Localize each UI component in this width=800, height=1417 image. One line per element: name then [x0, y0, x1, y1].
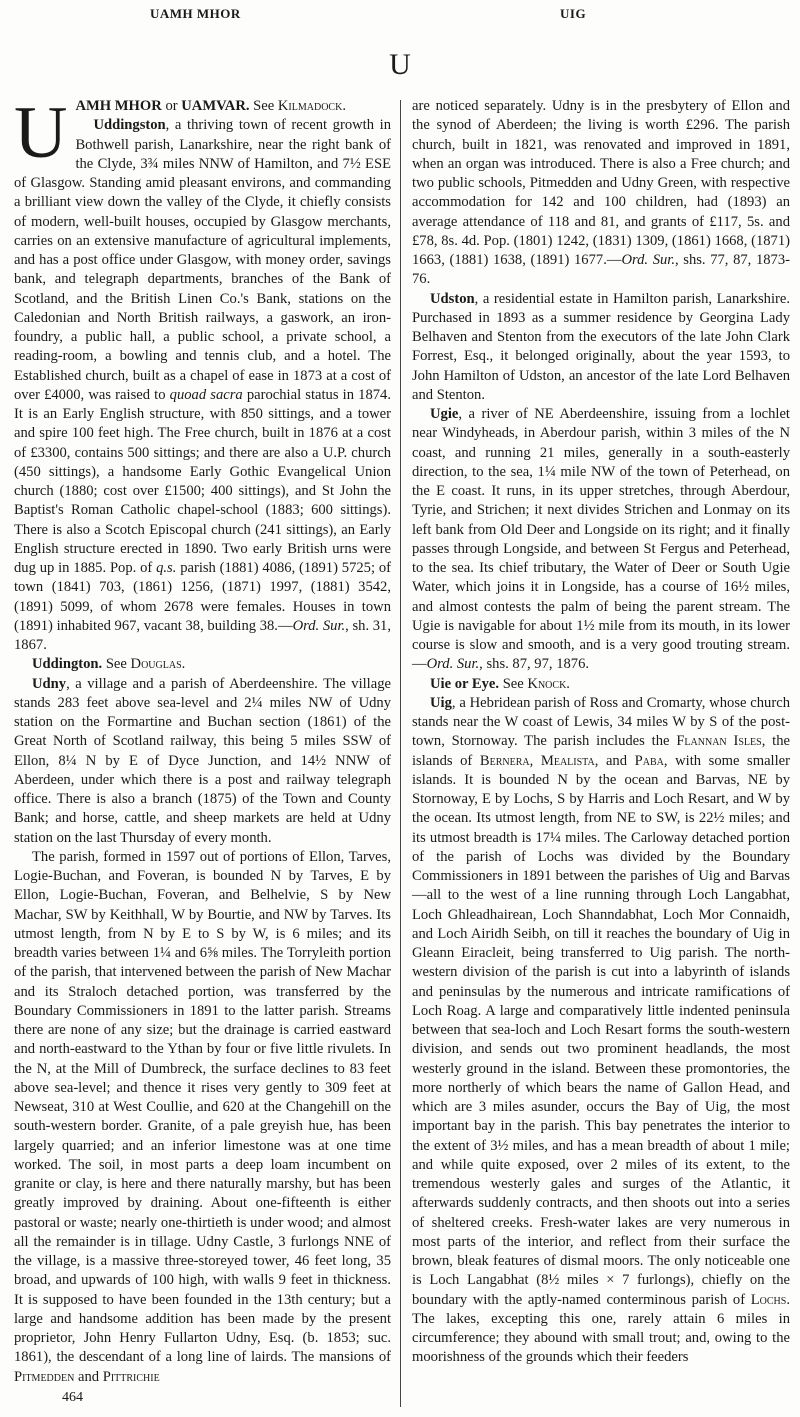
entry-paragraph [14, 116, 391, 655]
entry-headword: Uie or Eye. [430, 675, 500, 692]
right-column [412, 97, 790, 1368]
entry-headword: Udny [32, 675, 67, 692]
running-header-right: UIG [560, 6, 587, 21]
entry-text: , and [594, 752, 635, 769]
entry-headword: UAMVAR. [181, 98, 250, 114]
drop-cap: U [14, 92, 68, 174]
cross-reference: Lochs [750, 1291, 787, 1308]
entry-text: , a Hebridean parish of Ross and Cromarty, whose church stands near the W coast of Lewis, 34 miles W by S of the post-town, Stornoway. The parish includes the [412, 694, 790, 750]
entry-paragraph [412, 290, 790, 406]
entry-text: The parish, formed in 1597 out of portions of Ellon, Tarves, Logie-Buchan, and Foveran, is bounded N by Tarves, E by Ellon, Logie-Buchan, Foveran, and Belhelvie, S by New Machar, SW by Keithhall, W by Bourtie, and NW by Tarves. Its utmost length, from N by E to S by W, is 6 miles; and its breadth varies between 1¼ and 6⅝ miles. The Torryleith portion of the parish, that intervened between the parish of New Machar and its Straloch detached portion, was transferred by the Boundary Commissioners in 1891 to the latter parish. Streams there are none of any size; but the drainage is carried eastward and north-eastward to the Ythan by four or five little rivulets. In the N, at the Mill of Dumbreck, the surface declines to 83 feet above sea-level; and thence it rises very gently to 309 feet at Newseat, 310 at West Coullie, and 620 at the Changehill on the south-western border. Granite, of a pale greyish hue, has been largely quarried; and an inferior limestone was at one time worked. The soil, in most parts a deep loam incumbent on granite or clay, is here and there naturally marshy, but has been greatly improved by draining. About one-fifteenth is either pastoral or waste; nearly one-thirtieth is under wood; and almost all the remainder is in tillage. Udny Castle, 3 furlongs NNE of the village, is a massive three-storeyed tower, 46 feet long, 35 broad, and upwards of 100 high, with walls 9 feet in thickness. It is supposed to have been founded in the 13th century; but a large and handsome addition has been made by the present proprietor, John Henry Fullarton Udny, Esq. (b. 1853; suc. 1861), the descendant of a long line of lairds. The mansions of [14, 848, 391, 1366]
entry-text: , a river of NE Aberdeenshire, issuing from a lochlet near Windyheads, in Aberdour parish, within 3 miles of the N coast, and running 21 miles, generally in a south-easterly direction, to the sea, 1¼ mile NW of the town of Peterhead, on the E coast. It runs, in its upper stretches, through Aberdour, Tyrie, and Strichen; it next divides Strichen and Lonmay on its left bank from Old Deer and Longside on its right; and it finally passes through Longside, and between St Fergus and Peterhead, to the sea. Its chief tributary, the Water of Deer or South Ugie Water, which joins it in Longside, has a course of 16½ miles, and almost contests the palm of being the parent stream. The Ugie is navigable for about 1½ mile from its mouth, in its lower course is slow and smooth, and is a very good trouting stream.— [412, 406, 790, 673]
entry-text: q.s. [156, 560, 177, 576]
entry-text: Ord. Sur. [426, 656, 480, 673]
entry-headword: Udston [430, 290, 475, 307]
section-letter: U [389, 48, 411, 81]
entry-text: or [161, 98, 182, 114]
entry-headword: Uig [430, 694, 452, 711]
entry-text: See [499, 675, 528, 692]
entry-headword: Ugie [430, 406, 459, 422]
entry-text: , the islands of [412, 733, 790, 769]
running-header-left: UAMH MHOR [150, 6, 241, 21]
cross-reference: Bernera [479, 752, 530, 769]
cross-reference: Douglas. [130, 656, 186, 673]
column-divider [400, 100, 401, 1407]
page-number: 464 [62, 1389, 83, 1405]
entry-text: See [249, 98, 278, 114]
entry-paragraph [14, 675, 391, 848]
entry-text: . The lakes, excepting this one, rarely attain 6 miles in circumference; they abound with small trout; and, owing to the moorishness of the grounds which their feeders [412, 1291, 790, 1366]
entry-paragraph [14, 655, 391, 674]
cross-reference: Pitmedden [14, 1368, 75, 1385]
entry-text: are noticed separately. Udny is in the presbytery of Ellon and the synod of Aberdeen; the living is worth £296. The parish church, built in 1821, was renovated and improved in 1891, when an organ was introduced. There is also a Free church; and two public schools, Pitmedden and Udny Green, with respective accommodation for 142 and 100 children, had (1893) an average attendance of 118 and 81, and grants of £117, 5s. and £78, 8s. 4d. Pop. (1801) 1242, (1831) 1309, (1861) 1668, (1871) 1663, (1881) 1638, (1891) 1677.— [412, 98, 790, 268]
entry-paragraph [412, 675, 790, 694]
entry-text: parish (1881) 4086, (1891) 5725; of town (1841) 703, (1861) 1256, (1871) 1997, (1881) 3542, (1891) 5099, of whom 2678 were females. Houses in town (1891) inhabited 967, vacant 38, building 38.— [14, 560, 391, 634]
entry-text: parochial status in 1874. It is an Early English structure, with 850 sittings, and a tower and spire 100 feet high. The Free church, built in 1876 at a cost of £3300, contains 500 sittings; and there are also a U.P. church (450 sittings), a handsome Early Gothic Evangelical Union church (1880; cost over £1500; 400 sittings), and St John the Baptist's Roman Catholic chapel-school (1883; 600 sittings). There is also a Scotch Episcopal church (241 sittings), an Early English structure erected in 1890. Two early British urns were dug up in 1885. Pop. of [14, 386, 391, 576]
cross-reference: Mealista [540, 752, 595, 769]
entry-text: , sh. 31, 1867. [14, 617, 392, 653]
entry-headword: Uddingston [93, 117, 166, 134]
entry-paragraph [412, 405, 790, 675]
entry-text: quoad sacra [169, 386, 243, 403]
entry-paragraph [14, 848, 391, 1387]
cross-reference: Pittrichie [102, 1368, 160, 1385]
entry-text: Ord. Sur. [621, 252, 675, 268]
left-column [14, 92, 392, 1407]
entry-headword: Uddington. [32, 656, 103, 673]
entry-text: , [529, 752, 541, 769]
cross-reference: Knock. [527, 675, 570, 692]
entry-text: , a residential estate in Hamilton parish, Lanarkshire. Purchased in 1893 as a summer residence by Georgina Lady Belhaven and Stenton from the executors of the late John Clark Forrest, Esq., it belonged originally, about the year 1593, to John Hamilton of Udston, an ancestor of the late Lord Belhaven and Stenton. [412, 290, 790, 403]
entry-paragraph [412, 97, 790, 290]
entry-text: , a thriving town of recent growth in Bothwell parish, Lanarkshire, near the right bank of the Clyde, 3¾ miles NNW of Hamilton, and 7½ ESE of Glasgow. Standing amid pleasant environs, and commanding a brilliant view down the valley of the Clyde, it chiefly consists of modern, well-built houses, occupied by Glasgow merchants, carries on an extensive manufacture of agricultural implements, and has a post office under Glasgow, with money order, savings bank, and telegraph departments, branches of the Bank of Scotland, and the British Linen Co.'s Bank, stations on the Caledonian and North British railways, a gaswork, an iron-foundry, a public hall, a public school, a private school, a reading-room, a bowling and tennis club, and a hotel. The Established church, built as a chapel of ease in 1873 at a cost of over £4000, was raised to [14, 117, 391, 403]
entry-text: , shs. 77, 87, 1873-76. [412, 252, 791, 288]
entry-text: Ord. Sur. [292, 617, 346, 634]
entry-headword: AMH MHOR [75, 98, 162, 114]
entry-text: and [74, 1368, 103, 1385]
cross-reference: Kilmadock. [277, 98, 346, 114]
entry-text: , a village and a parish of Aberdeenshire. The village stands 283 feet above sea-level and 2¼ miles NW of Udny station on the Formartine and Buchan section (1861) of the Great North of Scotland railway, this being 5 miles SSW of Ellon, 8¼ N by E of Dyce Junction, and 14½ NNW of Aberdeen, under which there is a post and railway telegraph office. There is also a branch (1875) of the Town and County Bank; and horse, cattle, and sheep markets are held at Udny station on the last Thursday of every month. [14, 675, 391, 846]
entry-paragraph [412, 694, 790, 1368]
entry-text: , with some smaller islands. It is bounded N by the ocean and Barvas, NE by Stornoway, E by Lochs, S by Harris and Loch Resart, and W by the ocean. Its utmost length, from NE to SW, is 22½ miles; and its utmost breadth is 17¼ miles. The Carloway detached portion of the parish of Lochs was divided by the Boundary Commissioners in 1891 between the parishes of Uig and Barvas—all to the west of a line running through Loch Langabhat, Loch Ghleadhairean, Loch Shanndabhat, Loch Mor Connaidh, and Loch Airidh Seibh, on till it reaches the boundary of Uig in Gleann Eiracleit, being transferred to Uig parish. The north-western division of the parish is cut into a labyrinth of islands and peninsulas by the numerous and intricate ramifications of Loch Roag. A large and comparatively little indented peninsula between that sea-loch and Loch Resart forms the south-western division, and sends out two prominent headlands, the most westerly ground in the island. Between these promontories, the more northerly of which bears the name of Gallon Head, and which are 3 miles asunder, occurs the Bay of Uig, the most important bay in the parish. This bay penetrates the interior to the extent of 3½ miles, and has a mean breadth of about 1 mile; and while quite exposed, over 2 miles of its extent, to the tremendous westerly gales and surges of the Atlantic, it afterwards suddenly contracts, and then shoots out into a series of sheltered creeks. Fresh-water lakes are very numerous in most parts of the interior, and reflect from their surface the brown, bleak features of dismal moors. The only noticeable one is Loch Langabhat (8½ miles × 7 furlongs), chiefly on the boundary with the aptly-named conterminous parish of [412, 752, 790, 1308]
entry-text: , shs. 87, 97, 1876. [479, 656, 590, 673]
entry-text: See [102, 656, 131, 673]
cross-reference: Paba [634, 752, 664, 769]
cross-reference: Flannan Isles [676, 733, 762, 750]
